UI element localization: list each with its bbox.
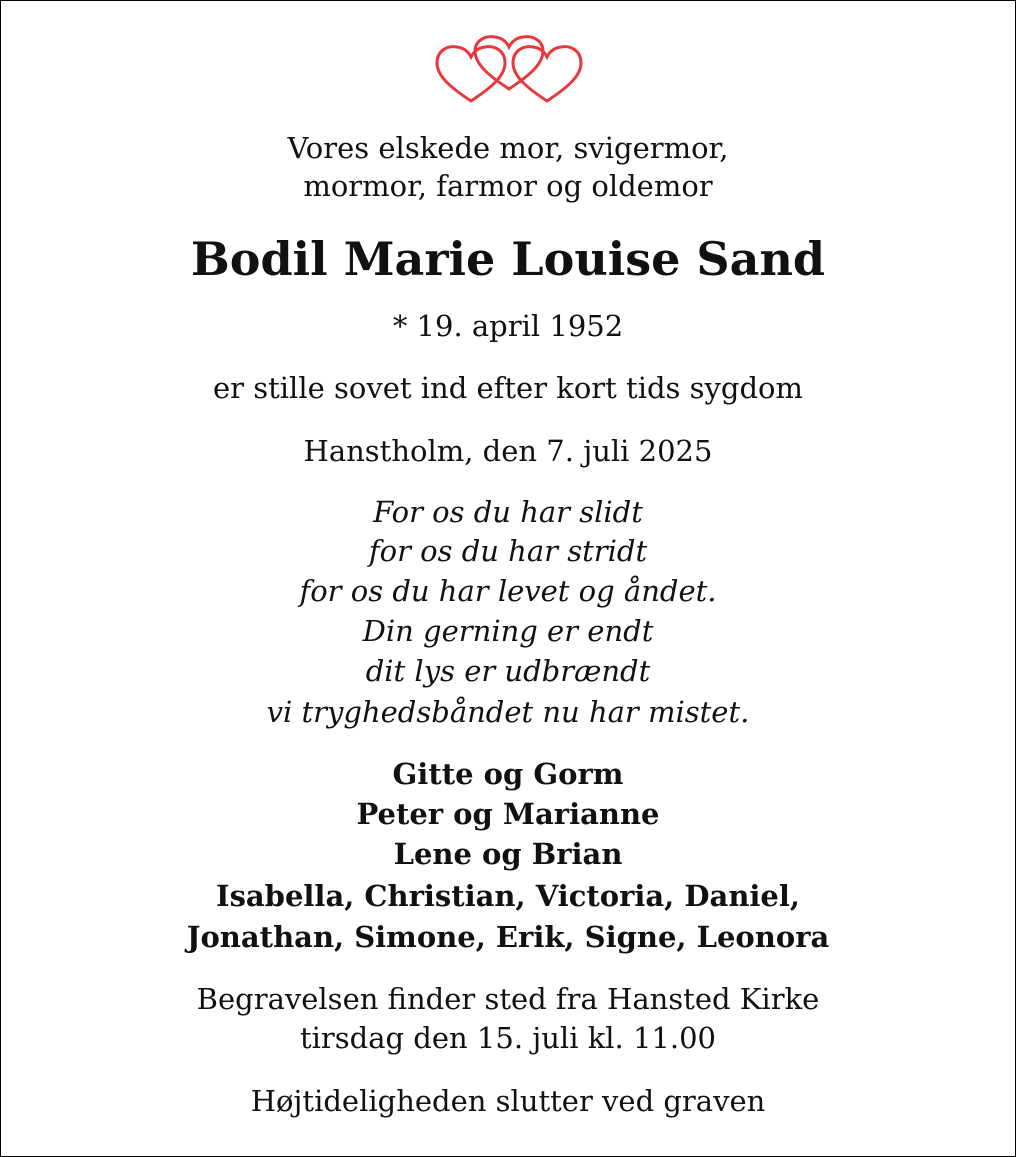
poem-line: for os du har stridt bbox=[368, 534, 648, 568]
poem-line: Din gerning er endt bbox=[362, 614, 654, 648]
family-line: Peter og Marianne bbox=[356, 797, 660, 831]
deceased-name: Bodil Marie Louise Sand bbox=[190, 232, 826, 286]
funeral-line: Begravelsen finder sted fra Hansted Kirke bbox=[196, 982, 820, 1016]
poem-line: For os du har slidt bbox=[373, 495, 643, 529]
poem-line: vi tryghedsbåndet nu har mistet. bbox=[266, 695, 750, 729]
family-line: Isabella, Christian, Victoria, Daniel, bbox=[216, 879, 800, 913]
closing-text: Højtideligheden slutter ved graven bbox=[250, 1084, 766, 1118]
poem-line: dit lys er udbrændt bbox=[365, 654, 651, 688]
funeral-line: tirsdag den 15. juli kl. 11.00 bbox=[299, 1021, 716, 1055]
intro-line: Vores elskede mor, svigermor, bbox=[287, 131, 729, 165]
passing-text: er stille sovet ind efter kort tids sygdom bbox=[213, 371, 803, 405]
place-date: Hanstholm, den 7. juli 2025 bbox=[303, 434, 713, 468]
three-hearts-icon bbox=[433, 31, 585, 107]
family-line: Lene og Brian bbox=[393, 837, 623, 871]
intro-line: mormor, farmor og oldemor bbox=[303, 169, 713, 203]
poem-line: for os du har levet og åndet. bbox=[299, 574, 717, 608]
birth-date: * 19. april 1952 bbox=[392, 309, 624, 343]
family-line: Gitte og Gorm bbox=[392, 757, 624, 791]
family-line: Jonathan, Simone, Erik, Signe, Leonora bbox=[186, 920, 830, 954]
